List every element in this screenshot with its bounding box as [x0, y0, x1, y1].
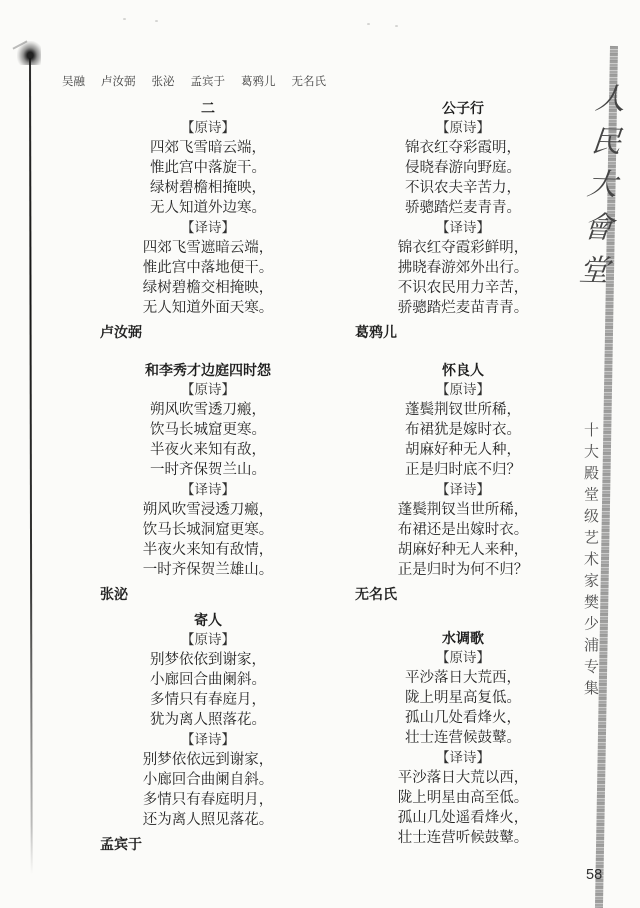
poem-line: 陇上明星高复低。 — [405, 690, 521, 706]
poem-line: 绿树碧檐相掩映， — [150, 180, 266, 196]
poem-line: 壮士连营听候鼓鼙。 — [397, 830, 529, 846]
original-poem-label: 【原诗】 — [436, 382, 490, 397]
poem-line: 不识农民用力辛苦， — [397, 280, 529, 296]
poem-line: 平沙落日大荒以西， — [397, 770, 529, 786]
poem-line: 绿树碧檐交相掩映， — [142, 280, 274, 296]
poem-line: 无人知道外边寒。 — [150, 200, 266, 216]
poem-title: 和李秀才边庭四时怨 — [145, 362, 271, 378]
poem-line: 陇上明星由高至低。 — [397, 790, 529, 806]
poem-title: 怀良人 — [442, 362, 484, 378]
poem-line: 蓬鬓荆钗世所稀， — [405, 402, 521, 418]
poem-line: 犹为离人照落花。 — [150, 712, 266, 728]
poem-line: 胡麻好种无人来种， — [397, 542, 529, 558]
poem-line: 胡麻好种无人种， — [405, 442, 521, 458]
header-author-ge-yaer: 葛鸦儿 — [241, 76, 276, 88]
poem-line: 半夜火来知有敌， — [150, 442, 266, 458]
side-calligraphy-title: 人民大會堂 — [571, 81, 626, 298]
poem-line: 小廊回合曲阑自斜。 — [142, 772, 274, 788]
author-heading-lu-rubi: 卢汝弼 — [100, 326, 142, 341]
poem-er — [88, 98, 328, 318]
left-column — [88, 98, 328, 856]
author-heading-zhang-bi: 张泌 — [100, 588, 128, 603]
poem-huailiangren — [343, 360, 583, 580]
original-poem-label: 【原诗】 — [181, 632, 235, 647]
original-poem-label: 【原诗】 — [436, 120, 490, 135]
poem-line: 拂晓春游郊外出行。 — [397, 260, 529, 276]
poem-line: 布裙犹是嫁时衣。 — [405, 422, 521, 438]
poem-line: 一时齐保贺兰山。 — [150, 462, 266, 478]
translated-poem-label: 【译诗】 — [436, 220, 490, 235]
poem-line: 平沙落日大荒西， — [405, 670, 521, 686]
poem-line: 孤山几处看烽火， — [405, 710, 521, 726]
header-author-wumingshi: 无名氏 — [291, 76, 326, 88]
poem-title: 寄人 — [194, 612, 222, 628]
poem-line: 孤山几处遥看烽火， — [397, 810, 529, 826]
poem-line: 惟此宫中落地便干。 — [142, 260, 274, 276]
poem-line: 四郊飞雪暗云端， — [150, 140, 266, 156]
original-poem-label: 【原诗】 — [181, 382, 235, 397]
translated-poem-label: 【译诗】 — [181, 220, 235, 235]
header-author-zhang-bi: 张泌 — [151, 76, 175, 88]
author-heading-ge-yaer: 葛鸦儿 — [355, 326, 397, 341]
poem-line: 正是归时底不归？ — [405, 462, 521, 478]
poem-gongzixing — [343, 98, 583, 318]
poem-title: 水调歌 — [442, 630, 484, 646]
poem-jiren — [88, 610, 328, 830]
header-author-wu-rong: 吴融 — [62, 76, 85, 88]
poem-helixiucai — [88, 360, 328, 580]
poem-line: 饮马长城窟更寒。 — [150, 422, 266, 438]
poem-line: 半夜火来知有敌情， — [142, 542, 274, 558]
poem-line: 一时齐保贺兰雄山。 — [142, 562, 274, 578]
poem-line: 朔风吹雪透刀瘢， — [150, 402, 266, 418]
poem-line: 惟此宫中落旋干。 — [150, 160, 266, 176]
translated-poem-label: 【译诗】 — [436, 750, 490, 765]
poem-title: 公子行 — [442, 100, 484, 116]
original-poem-label: 【原诗】 — [181, 120, 235, 135]
poem-line: 不识农夫辛苦力， — [405, 180, 521, 196]
poem-line: 四郊飞雪遮暗云端， — [142, 240, 274, 256]
header-author-list — [62, 73, 326, 89]
poem-line: 无人知道外面天寒。 — [142, 300, 274, 316]
translated-poem-label: 【译诗】 — [181, 482, 235, 497]
scan-speck — [367, 23, 370, 25]
poem-line: 蓬鬓荆钗当世所稀， — [397, 502, 529, 518]
translated-poem-label: 【译诗】 — [436, 482, 490, 497]
poem-title: 二 — [201, 100, 215, 116]
poem-line: 锦衣红夺霞彩鲜明， — [397, 240, 529, 256]
header-author-lu-rubi: 卢汝弼 — [101, 76, 136, 88]
poem-line: 别梦依依到谢家， — [150, 652, 266, 668]
poem-line: 壮士连营候鼓鼙。 — [405, 730, 521, 746]
page-number: 58 — [586, 867, 603, 883]
poem-line: 布裙还是出嫁时衣。 — [397, 522, 529, 538]
scan-speck — [155, 20, 158, 22]
right-column — [343, 98, 583, 848]
poem-line: 正是归时为何不归？ — [397, 562, 529, 578]
author-heading-wumingshi: 无名氏 — [355, 588, 397, 603]
poem-line: 饮马长城洞窟更寒。 — [142, 522, 274, 538]
poem-line: 骄骢踏烂麦苗青青。 — [397, 300, 529, 316]
header-author-meng-binyu: 孟宾于 — [190, 76, 225, 88]
poem-line: 侵晓春游向野庭。 — [405, 160, 521, 176]
poem-line: 还为离人照见落花。 — [142, 812, 274, 828]
scan-speck — [395, 25, 398, 27]
translated-poem-label: 【译诗】 — [181, 732, 235, 747]
original-poem-label: 【原诗】 — [436, 650, 490, 665]
poem-line: 骄骢踏烂麦青青。 — [405, 200, 521, 216]
poem-line: 朔风吹雪浸透刀瘢， — [142, 502, 274, 518]
ink-streak — [29, 58, 33, 874]
poem-line: 小廊回合曲阑斜。 — [150, 672, 266, 688]
poem-line: 锦衣红夺彩霞明， — [405, 140, 521, 156]
poem-shuidiaoge — [343, 628, 583, 848]
poem-line: 多情只有春庭明月， — [142, 792, 274, 808]
poem-line: 别梦依依远到谢家， — [142, 752, 274, 768]
poem-line: 多情只有春庭月， — [150, 692, 266, 708]
scan-speck — [123, 18, 126, 20]
author-heading-meng-binyu: 孟宾于 — [100, 838, 142, 853]
side-series-caption: 十大殿堂级艺术家樊少浦专集 — [582, 422, 598, 702]
